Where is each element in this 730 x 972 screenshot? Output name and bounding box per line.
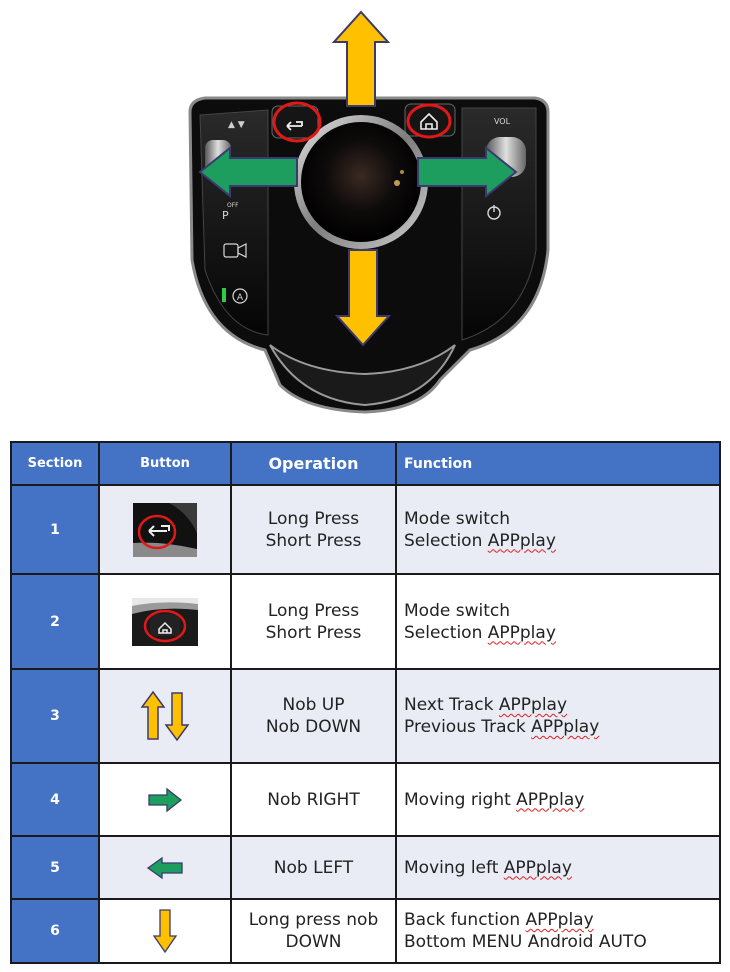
section-number: 3 [11,669,99,763]
function-line: Selection APPplay [404,622,556,643]
right-arrow-icon [147,787,183,813]
operation-line: Long Press [267,600,360,621]
function-line: Moving right APPplay [404,789,585,810]
button-cell [99,763,231,836]
operation-cell [231,836,396,899]
operation-line: Short Press [265,530,362,551]
appplay-term: APPplay [531,717,600,737]
operation-cell [231,669,396,763]
header-function: Function [396,442,720,485]
table-row [11,574,720,669]
operation-line: Short Press [265,622,362,643]
header-operation: Operation [231,442,396,485]
section-number: 1 [11,485,99,574]
appplay-term: APPplay [498,695,568,715]
svg-text:▲ ▼: ▲ ▼ [228,120,245,130]
header-button: Button [99,442,231,485]
button-cell [99,574,231,669]
button-cell [99,899,231,963]
function-line: Mode switch [404,508,510,529]
park-assist-label: P [222,209,229,222]
section-number: 2 [11,574,99,669]
operation-line: DOWN [285,932,342,952]
function-line: Bottom MENU Android AUTO [404,932,647,952]
section-number: 4 [11,763,99,836]
function-line: Previous Track APPplay [404,717,600,737]
operation-cell [231,899,396,963]
vol-label: VOL [493,117,511,126]
operation-line: Long press nob [248,910,379,930]
operation-line: Nob UP [282,695,345,715]
appplay-term: APPplay [487,530,556,551]
function-line: Mode switch [404,600,510,621]
function-cell [396,763,720,836]
table-row [11,763,720,836]
controller-illustration [0,0,730,425]
back-button-thumbnail [133,503,197,557]
appplay-term: APPplay [525,910,594,930]
button-cell [99,836,231,899]
function-cell [396,574,720,669]
rotary-knob [301,122,421,242]
operation-cell [231,485,396,574]
button-cell [99,485,231,574]
down-arrow-icon [151,908,179,954]
operation-line: Nob RIGHT [267,789,360,810]
function-cell [396,836,720,899]
function-cell [396,669,720,763]
function-line: Selection APPplay [404,530,556,551]
header-section: Section [11,442,99,485]
table-row [11,899,720,963]
table-row [11,485,720,574]
function-line: Back function APPplay [404,910,594,930]
function-line: Next Track APPplay [404,695,568,715]
appplay-term: APPplay [503,857,572,878]
operation-cell [231,763,396,836]
operation-line: Nob LEFT [273,857,354,878]
table-header-row [11,442,720,485]
operation-line: Nob DOWN [265,717,362,737]
left-arrow-icon [146,856,184,880]
home-button-thumbnail [132,598,198,646]
function-cell [396,485,720,574]
table-row [11,669,720,763]
section-number: 6 [11,899,99,963]
up-arrow-icon [334,12,388,106]
operation-cell [231,574,396,669]
appplay-term: APPplay [516,789,585,810]
status-led [222,288,226,302]
operation-line: Long Press [267,508,360,529]
park-off-label: OFF [227,202,239,209]
appplay-term: APPplay [487,622,556,643]
auto-label: A [236,293,244,303]
button-function-table [10,441,721,964]
section-number: 5 [11,836,99,899]
button-cell [99,669,231,763]
table-row [11,836,720,899]
up-down-arrows-icon [135,689,195,743]
function-cell [396,899,720,963]
function-line: Moving left APPplay [404,857,572,878]
